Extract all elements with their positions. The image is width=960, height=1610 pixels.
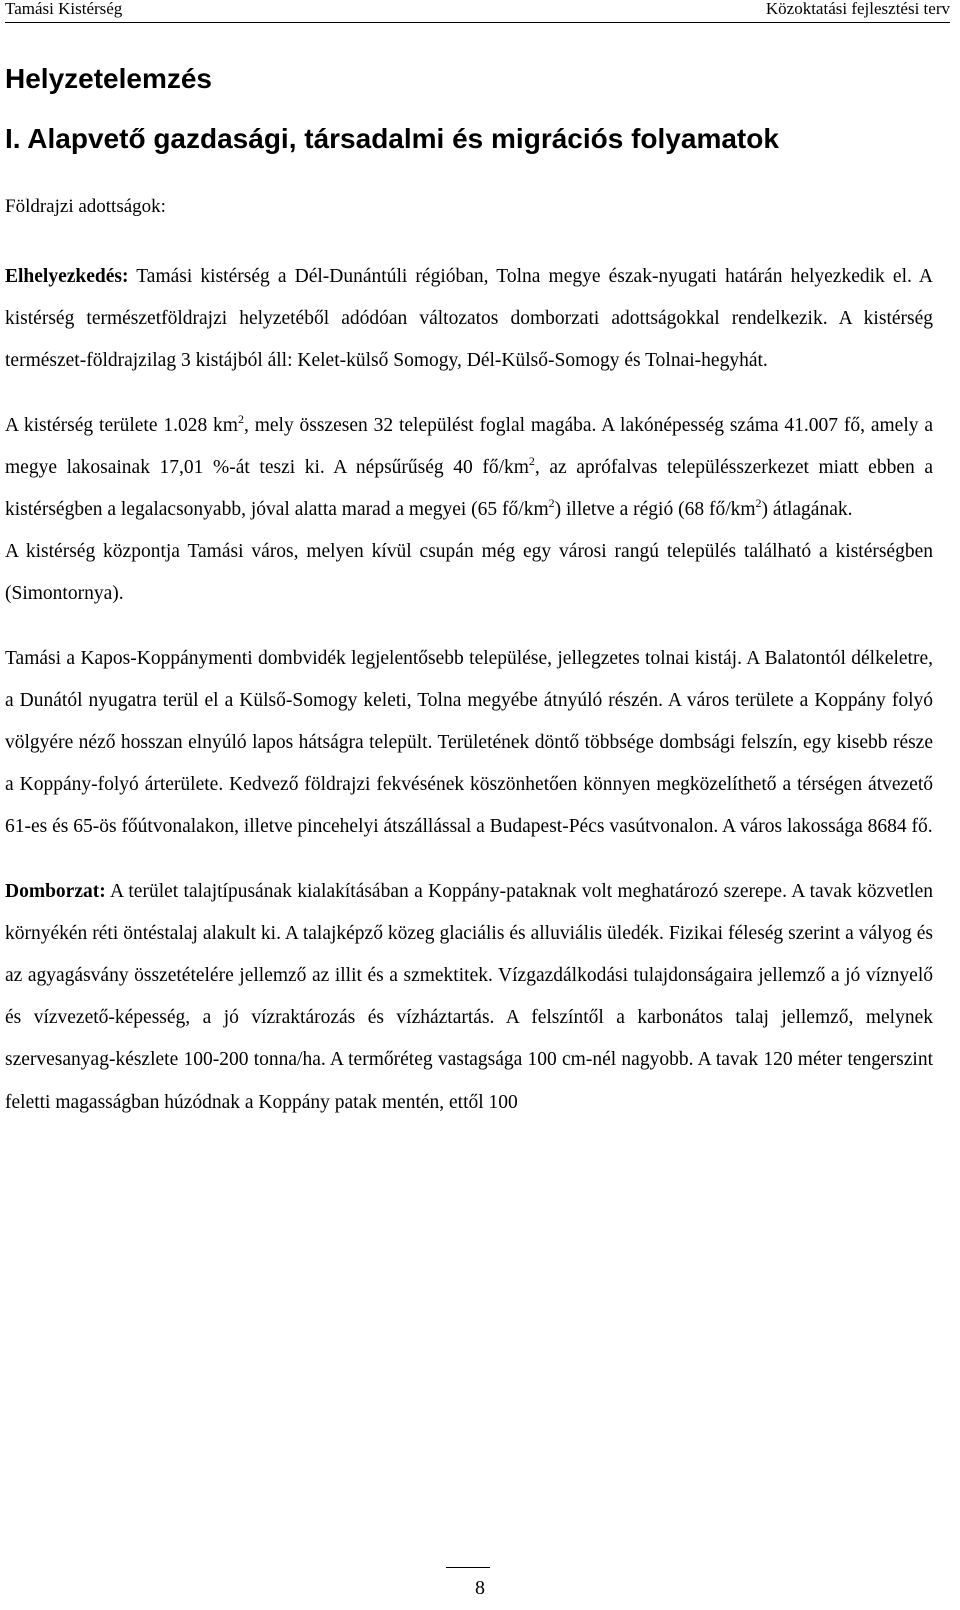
lead-relief: Domborzat: [5, 880, 106, 902]
area-text-2: , mely összesen 32 települést foglal magába. A lakónépesség száma 41.007 fő, amely a megye lakosainak 17,01 %-át teszi ki. A népsűrűség 40 fő/km [5, 414, 933, 478]
paragraph-location [5, 256, 933, 383]
subheading-geography: Földrajzi adottságok: [5, 196, 166, 217]
area-text-5: ) átlagának. [761, 499, 853, 521]
paragraph-relief-text: A terület talajtípusának kialakításában a Koppány-pataknak volt meghatározó szerepe. A tavak közvetlen környékén réti öntéstalaj alakult ki. A talajképző közeg glaciális és alluviális üledék. Fizikai féleség szerint a vályog és az agyagásvány összetételére jellemző az illit és a szmektitek. Vízgazdálkodási tulajdonságaira jellemző a jó víznyelő és vízvezető-képesség, a jó vízraktározás és vízháztartás. A felszíntől a karbonátos talaj jellemző, melynek szervesanyag-készlete 100-200 tonna/ha. A termőréteg vastagsága 100 cm-nél nagyobb. A tavak 120 méter tengerszint feletti magasságban húzódnak a Koppány patak mentén, ettől 100 [5, 880, 933, 1113]
paragraph-area [5, 405, 933, 532]
header-right: Közoktatási fejlesztési terv [765, 0, 950, 18]
area-text-4: ) illetve a régió (68 fő/km [554, 499, 756, 521]
superscript: 2 [237, 411, 244, 426]
superscript: 2 [755, 496, 762, 511]
page-content [5, 62, 933, 1124]
page-number-rule [446, 1567, 490, 1568]
paragraph-tamasi: Tamási a Kapos-Koppánymenti dombvidék legjelentősebb települése, jellegzetes tolnai kistáj. A Balatontól délkeletre, a Dunától nyugatra terül el a Külső-Somogy keleti, Tolna megyébe átnyúló részén. A város területe a Koppány folyó völgyére néző hosszan elnyúló lapos hátságra települt. Területének döntő többsége dombsági felszín, egy kisebb része a Koppány-folyó árterülete. Kedvező földrajzi fekvésének köszönhetően könnyen megközelíthető a térségen átvezető 61-es és 65-ös főútvonalakon, illetve pincehelyi átszállással a Budapest-Pécs vasútvonalon. A város lakossága 8684 fő. [5, 647, 933, 838]
paragraph-relief [5, 871, 933, 1124]
area-text-3: , az aprófalvas településszerkezet miatt ebben a kistérségben a legalacsonyabb, jóval alatta marad a megyei (65 fő/km [5, 456, 933, 521]
header-left: Tamási Kistérség [5, 0, 123, 18]
section-title: I. Alapvető gazdasági, társadalmi és migrációs folyamatok [5, 123, 779, 154]
superscript: 2 [548, 496, 555, 511]
page-number: 8 [475, 1577, 485, 1599]
running-header [5, 0, 950, 23]
paragraph-center: A kistérség központja Tamási város, melyen kívül csupán még egy városi rangú település található a kistérségben (Simontornya). [5, 541, 933, 605]
paragraph-location-text: Tamási kistérség a Dél-Dunántúli régióban, Tolna megye észak-nyugati határán helyezkedik el. A kistérség természetföldrajzi helyzetéből adódóan változatos domborzati adottságokkal rendelkezik. A kistérség természet-földrajzilag 3 kistájból áll: Kelet-külső Somogy, Dél-Külső-Somogy és Tolnai-hegyhát. [5, 266, 933, 372]
superscript: 2 [528, 453, 535, 468]
page-title: Helyzetelemzés [5, 63, 213, 94]
area-text-1: A kistérség területe 1.028 km [5, 414, 238, 436]
lead-location: Elhelyezkedés: [5, 266, 129, 287]
